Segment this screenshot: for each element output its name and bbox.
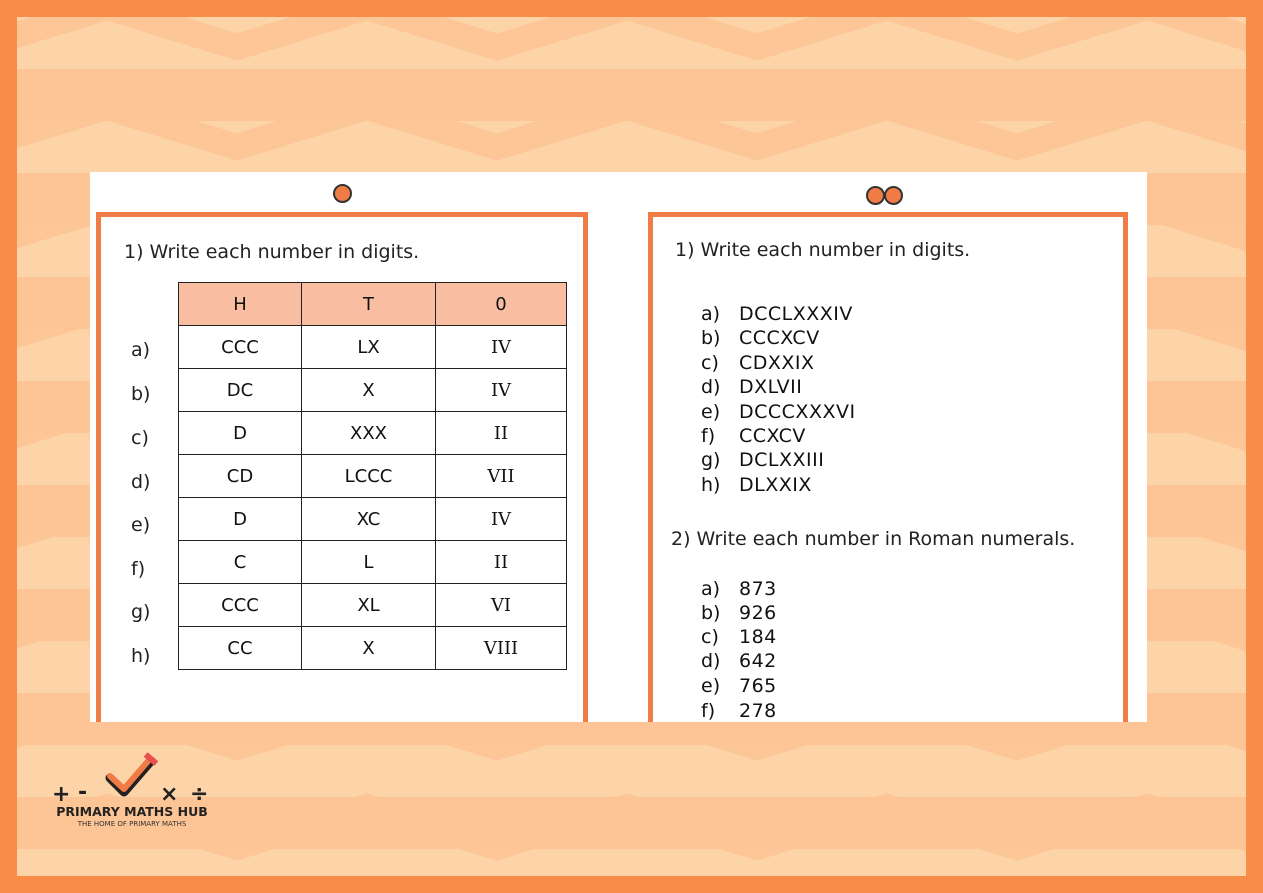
plus-icon: + [52,782,71,804]
right-question-2-title: 2) Write each number in Roman numerals. [671,528,1076,550]
table-row [179,455,567,498]
item-label: c) [701,352,719,374]
item-label: g) [701,449,721,471]
cell-hundreds: D [179,498,302,541]
item-value: DCLXXIII [739,449,825,471]
table-row [179,369,567,412]
item-value: CCXCV [739,425,806,447]
item-label: b) [701,327,721,349]
list-item [701,327,820,349]
table-row [179,584,567,627]
item-value: 642 [739,650,777,672]
cell-tens: X [302,369,436,412]
item-label: h) [701,474,721,496]
item-value: DCCCXXXVI [739,401,856,423]
list-item [701,602,777,624]
header-ones: 0 [436,283,567,326]
cell-hundreds: CCC [179,326,302,369]
item-value: DLXXIX [739,474,812,496]
list-item [701,449,824,471]
item-value: 765 [739,675,777,697]
difficulty-dot-two-icon-2 [884,186,903,205]
cell-tens: XXX [302,412,436,455]
divide-icon: ÷ [190,782,209,804]
difficulty-dot-two-icon-1 [866,186,885,205]
primary-maths-hub-logo[interactable] [44,752,224,842]
table-header-row [179,283,567,326]
table-row [179,412,567,455]
item-value: CCCXCV [739,327,820,349]
row-label: g) [131,601,151,623]
cell-tens: LX [302,326,436,369]
left-worksheet-panel [96,212,588,722]
cell-ones: IV [436,326,567,369]
list-item [701,700,777,722]
cell-hundreds: CC [179,627,302,670]
multiply-icon: × [160,782,179,804]
cell-tens: L [302,541,436,584]
minus-icon: - [78,780,88,804]
right-worksheet-panel [648,212,1128,722]
row-label: h) [131,645,151,667]
row-label: a) [131,339,151,361]
list-item [701,578,777,600]
cell-ones: IV [436,369,567,412]
table-row [179,326,567,369]
item-label: a) [701,578,721,600]
cell-hundreds: C [179,541,302,584]
item-value: 278 [739,700,777,722]
header-hundreds: H [179,283,302,326]
cell-tens: X [302,627,436,670]
logo-tagline: THE HOME OF PRIMARY MATHS [77,820,187,828]
header-tens: T [302,283,436,326]
item-label: f) [701,700,716,722]
row-label: b) [131,383,151,405]
table-row [179,498,567,541]
cell-hundreds: DC [179,369,302,412]
item-value: 184 [739,626,777,648]
list-item [701,650,777,672]
list-item [701,376,802,398]
cell-hundreds: CD [179,455,302,498]
list-item [701,303,853,325]
right-question-1-title: 1) Write each number in digits. [675,239,971,261]
cell-hundreds: D [179,412,302,455]
row-label: f) [131,558,146,580]
item-value: CDXXIX [739,352,815,374]
cell-ones: VIII [436,627,567,670]
item-label: f) [701,425,716,447]
item-label: e) [701,675,721,697]
list-item [701,626,777,648]
place-value-table [178,282,567,670]
item-value: 926 [739,602,777,624]
left-question-title: 1) Write each number in digits. [124,241,420,263]
item-label: c) [701,626,719,648]
table-row [179,627,567,670]
item-value: DXLVII [739,376,803,398]
row-label: c) [131,427,149,449]
difficulty-dot-one-icon [333,184,352,203]
cell-ones: II [436,412,567,455]
item-label: a) [701,303,721,325]
cell-ones: IV [436,498,567,541]
item-label: b) [701,602,721,624]
row-label: e) [131,514,151,536]
item-label: d) [701,650,721,672]
logo-name: PRIMARY MATHS HUB [56,804,208,819]
item-label: e) [701,401,721,423]
list-item [701,401,856,423]
worksheet-preview [90,172,1147,722]
item-label: d) [701,376,721,398]
table-row [179,541,567,584]
cell-ones: VII [436,455,567,498]
cell-ones: VI [436,584,567,627]
list-item [701,474,812,496]
list-item [701,675,777,697]
item-value: DCCLXXXIV [739,303,853,325]
maths-symbols-icon [44,752,224,804]
row-label: d) [131,471,151,493]
cell-ones: II [436,541,567,584]
cell-tens: XC [302,498,436,541]
cell-tens: LCCC [302,455,436,498]
list-item [701,352,815,374]
cell-tens: XL [302,584,436,627]
item-value: 873 [739,578,777,600]
list-item [701,425,806,447]
cell-hundreds: CCC [179,584,302,627]
